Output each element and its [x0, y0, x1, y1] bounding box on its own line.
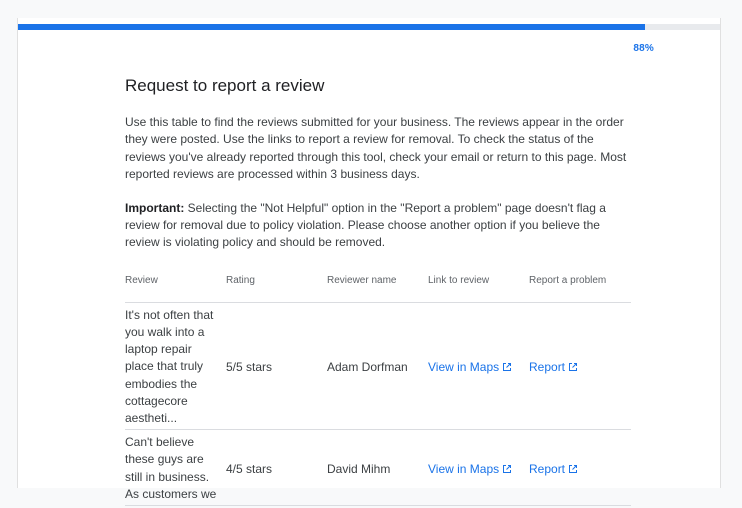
rating-cell: 4/5 stars: [226, 430, 327, 506]
review-text-cell: [125, 430, 226, 506]
external-link-icon: [502, 464, 512, 474]
header-rating: Rating: [226, 275, 327, 303]
reviews-table: [125, 275, 631, 506]
link-cell: [428, 430, 529, 506]
header-link-to-review: Link to review: [428, 275, 529, 303]
view-in-maps-label: View in Maps: [428, 360, 500, 375]
link-cell: [428, 302, 529, 429]
rating-cell: 5/5 stars: [226, 302, 327, 429]
table-row: [125, 302, 631, 429]
report-link[interactable]: [529, 462, 578, 476]
external-link-icon: [568, 362, 578, 372]
review-text: It's not often that you walk into a laptop repair place that truly embodies the cottagecore aestheti...: [125, 307, 214, 426]
reviewer-name-cell: David Mihm: [327, 430, 428, 506]
reviewer-name-cell: Adam Dorfman: [327, 302, 428, 429]
review-text: Can't believe these guys are still in business. As customers we: [125, 435, 217, 501]
view-in-maps-link[interactable]: [428, 462, 512, 476]
header-review: Review: [125, 275, 226, 303]
important-note: [125, 200, 635, 252]
intro-paragraph: Use this table to find the reviews submitted for your business. The reviews appear in the order they were posted. Use the links to report a review for removal. To check the status of the reviews you've already reported through this tool, check your email or return to this page. Most reported reviews are processed within 3 business days.: [125, 115, 627, 182]
report-label: Report: [529, 462, 566, 477]
view-in-maps-link[interactable]: [428, 360, 512, 374]
page-title: Request to report a review: [125, 76, 325, 95]
main-content: [125, 76, 635, 506]
important-label: Important:: [125, 200, 185, 215]
table-header-row: [125, 275, 631, 303]
report-label: Report: [529, 360, 566, 375]
progress-bar: [18, 24, 720, 30]
important-text: Selecting the "Not Helpful" option in the "Report a problem" page doesn't flag a review for removal due to policy violation. Please choose another option if you believe the review is violating policy and should be removed.: [125, 200, 606, 250]
review-text-cell: [125, 302, 226, 429]
header-report-a-problem: Report a problem: [529, 275, 631, 303]
progress-bar-fill: [18, 24, 645, 30]
view-in-maps-label: View in Maps: [428, 462, 500, 477]
report-cell: [529, 430, 631, 506]
table-row: [125, 430, 631, 506]
report-link[interactable]: [529, 360, 578, 374]
external-link-icon: [502, 362, 512, 372]
external-link-icon: [568, 464, 578, 474]
report-cell: [529, 302, 631, 429]
report-review-card: [17, 18, 721, 501]
progress-percentage: 88%: [633, 43, 654, 54]
header-reviewer-name: Reviewer name: [327, 275, 428, 303]
